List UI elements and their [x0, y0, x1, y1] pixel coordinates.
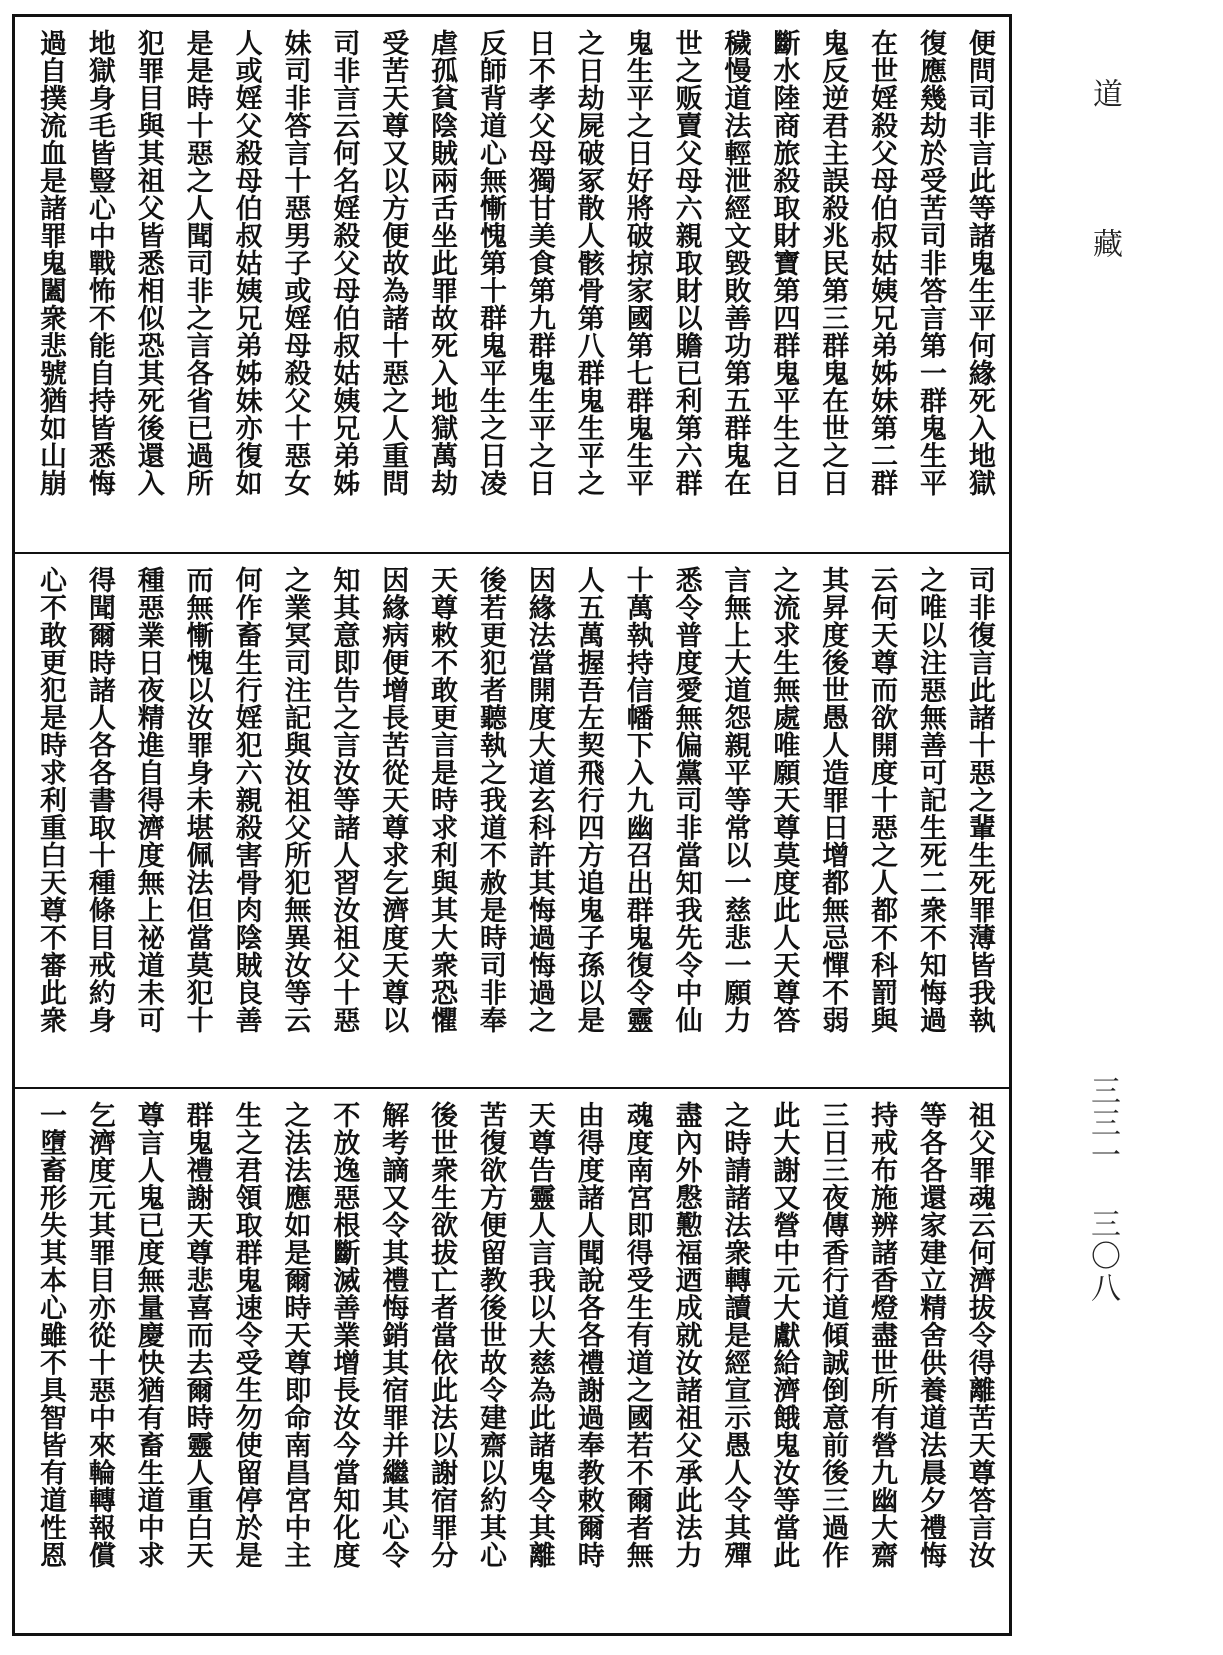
text-column: 此大謝又營中元大獻給濟餓鬼汝等當此 — [768, 1101, 800, 1569]
text-column: 因緣法當開度大道玄科許其悔過悔過之 — [523, 566, 555, 1034]
page-frame — [12, 14, 1012, 1636]
text-column: 祖父罪魂云何濟拔令得離苦天尊答言汝 — [963, 1101, 995, 1569]
text-column: 何作畜生行婬犯六親殺害骨肉陰賊良善 — [230, 566, 262, 1034]
text-column: 在世婬殺父母伯叔姑姨兄弟姊妹第二群 — [866, 29, 898, 497]
text-column: 言無上大道怨親平等常以一慈悲一願力 — [719, 566, 751, 1034]
text-column: 人或婬父殺母伯叔姑姨兄弟姊妹亦復如 — [230, 29, 262, 497]
text-column: 之時請諸法衆轉讀是經宣示愚人令其殫 — [719, 1101, 751, 1569]
text-column: 群鬼禮謝天尊悲喜而去爾時靈人重白天 — [181, 1101, 213, 1569]
text-column: 之唯以注惡無善可記生死二衆不知悔過 — [915, 566, 947, 1034]
text-column: 地獄身毛皆豎心中戰怖不能自持皆悉悔 — [83, 29, 115, 497]
text-column: 十萬執持信幡下入九幽召出群鬼復令靈 — [621, 566, 653, 1034]
text-column: 得聞爾時諸人各各書取十種條目戒約身 — [83, 566, 115, 1034]
text-column: 心不敢更犯是時求利重白天尊不審此衆 — [35, 566, 66, 1034]
text-column: 天尊敕不敢更言是時求利與其大衆恐懼 — [426, 566, 458, 1034]
text-column: 魂度南宮即得受生有道之國若不爾者無 — [621, 1101, 653, 1569]
text-column: 鬼生平之日好將破掠家國第七群鬼生平 — [621, 29, 653, 497]
text-column: 司非復言此諸十惡之輩生死罪薄皆我執 — [963, 566, 995, 1034]
text-column: 世之贩賣父母六親取財以贍已利第六群 — [670, 29, 702, 497]
text-column: 乞濟度元其罪目亦從十惡中來輪轉報償 — [83, 1101, 115, 1569]
text-column: 因緣病便增長苦從天尊求乞濟度天尊以 — [377, 566, 409, 1034]
margin-title-top: 道 — [1087, 78, 1122, 108]
text-column: 司非言云何名婬殺父母伯叔姑姨兄弟姊 — [328, 29, 360, 497]
text-column: 便問司非言此等諸鬼生平何緣死入地獄 — [963, 29, 995, 497]
text-band-middle — [15, 554, 1009, 1089]
column-group-middle — [37, 566, 993, 1077]
text-column: 復應幾劫於受苦司非答言第一群鬼生平 — [915, 29, 947, 497]
text-column: 不放逸惡根斷滅善業增長汝今當知化度 — [328, 1101, 360, 1569]
text-column: 後若更犯者聽執之我道不赦是時司非奉 — [475, 566, 507, 1034]
text-column: 知其意即告之言汝等諸人習汝祖父十惡 — [328, 566, 360, 1034]
text-column: 後世衆生欲拔亡者當依此法以謝宿罪分 — [426, 1101, 458, 1569]
text-column: 虐孤貧陰賊兩舌坐此罪故死入地獄萬劫 — [426, 29, 458, 497]
text-column: 日不孝父母獨甘美食第九群鬼生平之日 — [523, 29, 555, 497]
text-column: 天尊告靈人言我以大慈為此諸鬼令其離 — [523, 1101, 555, 1569]
text-column: 持戒布施辨諸香燈盡世所有營九幽大齋 — [866, 1101, 898, 1569]
text-column: 種惡業日夜精進自得濟度無上祕道未可 — [132, 566, 164, 1034]
text-column: 盡內外慇懃福迺成就汝諸祖父承此法力 — [670, 1101, 702, 1569]
text-column: 之日劫屍破冢散人骸骨第八群鬼生平之 — [572, 29, 604, 497]
text-column: 之流求生無處唯願天尊莫度此人天尊答 — [768, 566, 800, 1034]
text-column: 之業冥司注記與汝祖父所犯無異汝等云 — [279, 566, 311, 1034]
page-number: 三三一 三〇八 — [1085, 1075, 1120, 1304]
text-column: 反師背道心無慚愧第十群鬼平生之日凌 — [475, 29, 507, 497]
text-column: 苦復欲方便留教後世故令建齋以約其心 — [475, 1101, 507, 1569]
text-column: 一墮畜形失其本心雖不具智皆有道性恩 — [35, 1101, 66, 1569]
text-column: 等各各還家建立精舍供養道法晨夕禮悔 — [915, 1101, 947, 1569]
text-column: 犯罪目與其祖父皆悉相似恐其死後還入 — [132, 29, 164, 497]
text-column: 尊言人鬼已度無量慶快猶有畜生道中求 — [132, 1101, 164, 1569]
text-column: 三日三夜傳香行道傾誠倒意前後三過作 — [817, 1101, 849, 1569]
text-column: 是是時十惡之人聞司非之言各省已過所 — [181, 29, 213, 497]
column-group-top — [37, 29, 993, 542]
text-column: 妹司非答言十惡男子或婬母殺父十惡女 — [279, 29, 311, 497]
text-column: 而無慚愧以汝罪身未堪佩法但當莫犯十 — [181, 566, 213, 1034]
text-column: 由得度諸人聞說各各禮謝過奉教敕爾時 — [572, 1101, 604, 1569]
text-column: 斷水陸商旅殺取財寶第四群鬼平生之日 — [768, 29, 800, 497]
column-group-bottom — [37, 1101, 993, 1623]
text-column: 生之君領取群鬼速令受生勿使留停於是 — [230, 1101, 262, 1569]
text-column: 其昇度後世愚人造罪日增都無忌憚不弱 — [817, 566, 849, 1034]
text-column: 穢慢道法輕泄經文毀敗善功第五群鬼在 — [719, 29, 751, 497]
text-column: 人五萬握吾左契飛行四方追鬼子孫以是 — [572, 566, 604, 1034]
text-band-top — [15, 17, 1009, 554]
text-column: 受苦天尊又以方便故為諸十惡之人重問 — [377, 29, 409, 497]
text-column: 鬼反逆君主誤殺兆民第三群鬼在世之日 — [817, 29, 849, 497]
text-column: 悉令普度愛無偏黨司非當知我先令中仙 — [670, 566, 702, 1034]
text-column: 解考謫又令其禮悔銷其宿罪并繼其心令 — [377, 1101, 409, 1569]
text-column: 之法法應如是爾時天尊即命南昌宮中主 — [279, 1101, 311, 1569]
text-band-bottom — [15, 1089, 1009, 1633]
text-column: 云何天尊而欲開度十惡之人都不科罰與 — [866, 566, 898, 1034]
text-column: 過自撲流血是諸罪鬼闔衆悲號猶如山崩 — [35, 29, 66, 497]
margin-title-bottom: 藏 — [1087, 228, 1122, 258]
